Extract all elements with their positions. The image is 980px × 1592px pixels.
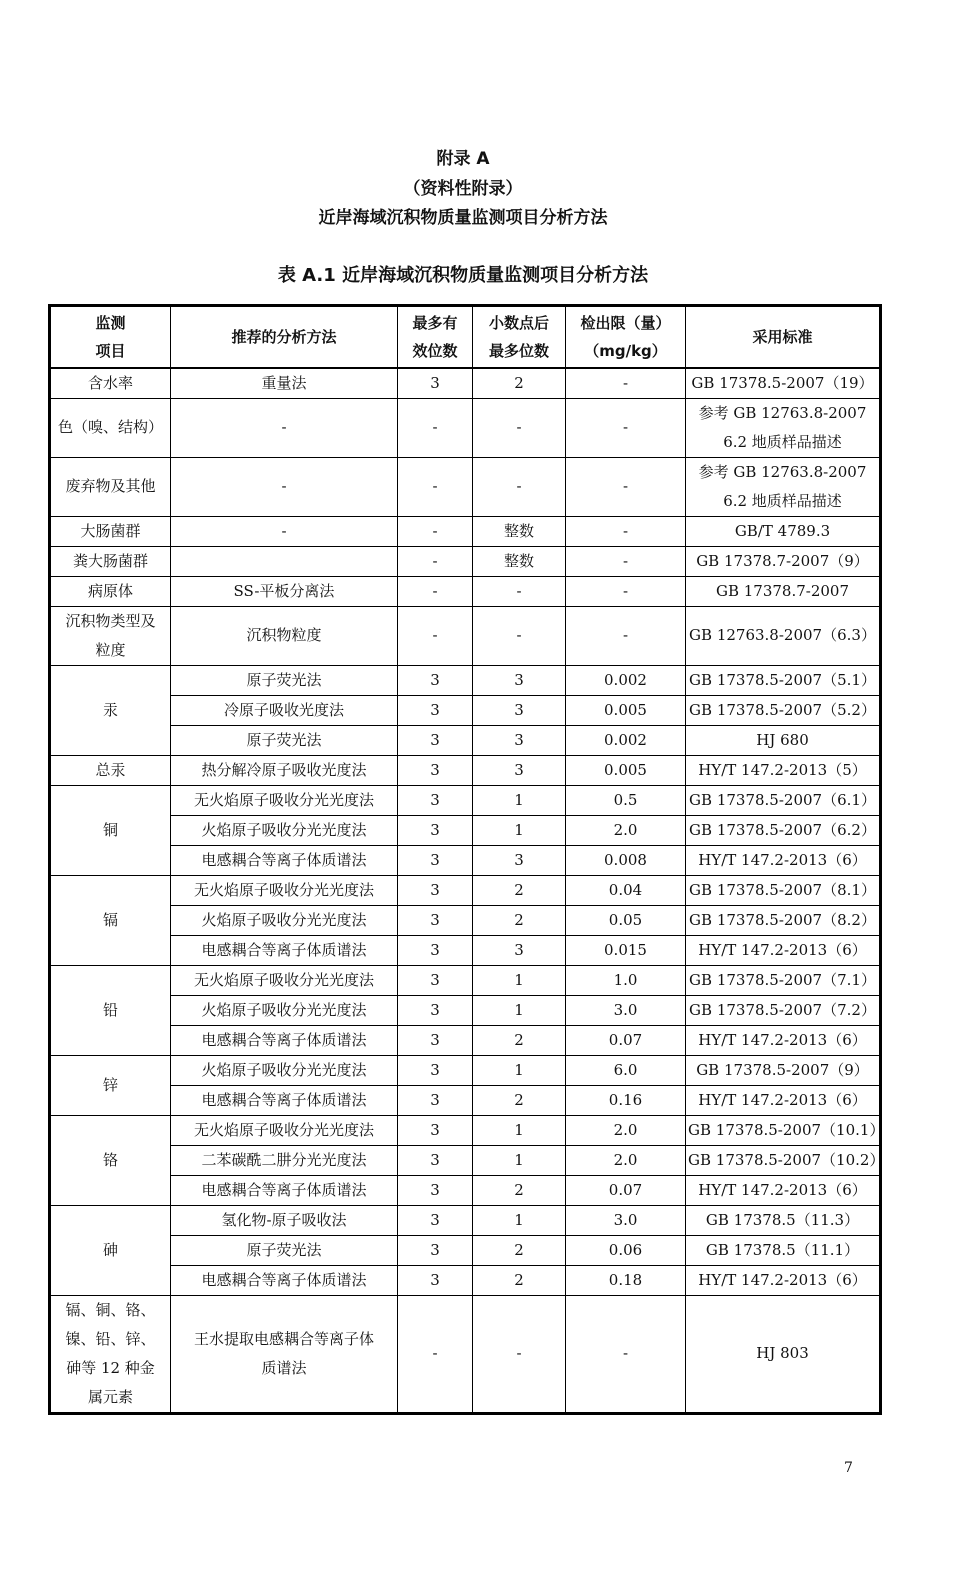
limit-cell: 0.07 [566, 1025, 686, 1055]
decimals-cell: 2 [473, 1025, 566, 1055]
sig-digits-cell: - [398, 576, 473, 606]
standard-cell: GB 17378.5-2007（8.1） [686, 875, 881, 905]
sig-digits-cell: 3 [398, 725, 473, 755]
decimals-cell: - [473, 606, 566, 665]
method-cell: 热分解冷原子吸收光度法 [171, 755, 398, 785]
decimals-cell: - [473, 576, 566, 606]
standard-cell: HY/T 147.2-2013（6） [686, 1175, 881, 1205]
table-row [50, 785, 881, 815]
header-method: 推荐的分析方法 [171, 306, 398, 368]
sig-digits-cell: 3 [398, 1115, 473, 1145]
method-cell: 王水提取电感耦合等离子体 质谱法 [171, 1295, 398, 1413]
sig-digits-cell: 3 [398, 785, 473, 815]
standard-cell: 参考 GB 12763.8-2007 6.2 地质样品描述 [686, 398, 881, 457]
table-row [50, 1025, 881, 1055]
table-body [50, 368, 885, 1414]
decimals-cell: 整数 [473, 546, 566, 576]
table-row [50, 1175, 881, 1205]
limit-cell: 0.015 [566, 935, 686, 965]
sig-digits-cell: - [398, 516, 473, 546]
item-cell: 大肠菌群 [50, 516, 171, 546]
standard-cell: 参考 GB 12763.8-2007 6.2 地质样品描述 [686, 457, 881, 516]
method-cell: 火焰原子吸收分光光度法 [171, 905, 398, 935]
analysis-methods-table [48, 304, 885, 1415]
standard-cell: GB 17378.5-2007（7.1） [686, 965, 881, 995]
limit-cell: 0.07 [566, 1175, 686, 1205]
decimals-cell: 1 [473, 785, 566, 815]
limit-cell: 0.06 [566, 1235, 686, 1265]
method-cell: 电感耦合等离子体质谱法 [171, 1175, 398, 1205]
item-cell: 病原体 [50, 576, 171, 606]
method-cell: 氢化物-原子吸收法 [171, 1205, 398, 1235]
table-caption: 表 A.1 近岸海域沉积物质量监测项目分析方法 [277, 265, 649, 286]
table-row [50, 1205, 881, 1235]
method-cell: 电感耦合等离子体质谱法 [171, 1025, 398, 1055]
limit-cell: 3.0 [566, 1205, 686, 1235]
sig-digits-cell: 3 [398, 1265, 473, 1295]
sig-digits-cell: - [398, 546, 473, 576]
decimals-cell: - [473, 398, 566, 457]
sig-digits-cell: 3 [398, 1145, 473, 1175]
appendix-subtitle: 近岸海域沉积物质量监测项目分析方法 [318, 208, 608, 228]
table-row [50, 368, 881, 399]
method-cell: 冷原子吸收光度法 [171, 695, 398, 725]
method-cell: - [171, 516, 398, 546]
method-cell: 无火焰原子吸收分光光度法 [171, 1115, 398, 1145]
decimals-cell: 2 [473, 905, 566, 935]
sig-digits-cell: - [398, 606, 473, 665]
sig-digits-cell: 3 [398, 935, 473, 965]
limit-cell: - [566, 576, 686, 606]
decimals-cell: 3 [473, 755, 566, 785]
table-row [50, 965, 881, 995]
decimals-cell: 3 [473, 695, 566, 725]
appendix-type: （资料性附录） [403, 179, 523, 199]
table-row [50, 815, 881, 845]
sig-digits-cell: 3 [398, 368, 473, 399]
limit-cell: - [566, 546, 686, 576]
limit-cell: - [566, 1295, 686, 1413]
sig-digits-cell: 3 [398, 665, 473, 695]
standard-cell: GB 17378.5-2007（6.2） [686, 815, 881, 845]
standard-cell: GB/T 4789.3 [686, 516, 881, 546]
item-cell: 镉、铜、铬、 镍、铅、锌、 砷等 12 种金 属元素 [50, 1295, 171, 1413]
decimals-cell: 2 [473, 368, 566, 399]
method-cell: 无火焰原子吸收分光光度法 [171, 785, 398, 815]
method-cell: 电感耦合等离子体质谱法 [171, 935, 398, 965]
sig-digits-cell: 3 [398, 755, 473, 785]
header-sig-digits: 最多有 效位数 [398, 306, 473, 368]
decimals-cell: 2 [473, 1235, 566, 1265]
standard-cell: GB 17378.7-2007 [686, 576, 881, 606]
sig-digits-cell: - [398, 1295, 473, 1413]
method-cell: 电感耦合等离子体质谱法 [171, 1265, 398, 1295]
limit-cell: 2.0 [566, 815, 686, 845]
sig-digits-cell: 3 [398, 815, 473, 845]
limit-cell: - [566, 606, 686, 665]
table-row [50, 725, 881, 755]
method-cell: 原子荧光法 [171, 725, 398, 755]
item-cell: 镉 [50, 875, 171, 965]
method-cell: 沉积物粒度 [171, 606, 398, 665]
standard-cell: GB 17378.5（11.1） [686, 1235, 881, 1265]
decimals-cell: - [473, 1295, 566, 1413]
table-row [50, 606, 881, 665]
item-cell: 色（嗅、结构） [50, 398, 171, 457]
limit-cell: - [566, 516, 686, 546]
item-cell: 锌 [50, 1055, 171, 1115]
method-cell: 二苯碳酰二肼分光光度法 [171, 1145, 398, 1175]
sig-digits-cell: 3 [398, 845, 473, 875]
standard-cell: HY/T 147.2-2013（5） [686, 755, 881, 785]
limit-cell: 2.0 [566, 1145, 686, 1175]
table-row [50, 457, 881, 516]
method-cell [171, 546, 398, 576]
table-row [50, 935, 881, 965]
decimals-cell: 3 [473, 845, 566, 875]
standard-cell: GB 17378.5-2007（9） [686, 1055, 881, 1085]
standard-cell: GB 17378.5-2007（6.1） [686, 785, 881, 815]
sig-digits-cell: 3 [398, 1025, 473, 1055]
header-standard: 采用标准 [686, 306, 881, 368]
limit-cell: 0.005 [566, 755, 686, 785]
sig-digits-cell: 3 [398, 1175, 473, 1205]
decimals-cell: 3 [473, 935, 566, 965]
table-row [50, 875, 881, 905]
table-row [50, 995, 881, 1025]
standard-cell: GB 17378.5-2007（10.2） [686, 1145, 881, 1175]
appendix-title: 附录 A [436, 149, 490, 169]
limit-cell: - [566, 368, 686, 399]
standard-cell: GB 17378.5-2007（8.2） [686, 905, 881, 935]
page-number: 7 [844, 1460, 853, 1476]
decimals-cell: 1 [473, 965, 566, 995]
method-cell: 电感耦合等离子体质谱法 [171, 845, 398, 875]
sig-digits-cell: 3 [398, 905, 473, 935]
method-cell: SS-平板分离法 [171, 576, 398, 606]
table-row [50, 665, 881, 695]
header-item: 监测 项目 [50, 306, 171, 368]
table-row [50, 1295, 881, 1413]
limit-cell: 0.05 [566, 905, 686, 935]
item-cell: 废弃物及其他 [50, 457, 171, 516]
decimals-cell: 整数 [473, 516, 566, 546]
standard-cell: HJ 680 [686, 725, 881, 755]
decimals-cell: - [473, 457, 566, 516]
header-limit: 检出限（量） （mg/kg） [566, 306, 686, 368]
item-cell: 总汞 [50, 755, 171, 785]
decimals-cell: 1 [473, 1145, 566, 1175]
limit-cell: 0.008 [566, 845, 686, 875]
decimals-cell: 2 [473, 875, 566, 905]
decimals-cell: 1 [473, 815, 566, 845]
table-row [50, 695, 881, 725]
standard-cell: HY/T 147.2-2013（6） [686, 845, 881, 875]
table-row [50, 755, 881, 785]
decimals-cell: 1 [473, 1055, 566, 1085]
table-row [50, 1115, 881, 1145]
standard-cell: GB 17378.7-2007（9） [686, 546, 881, 576]
sig-digits-cell: 3 [398, 695, 473, 725]
standard-cell: HY/T 147.2-2013（6） [686, 1085, 881, 1115]
table-row [50, 1085, 881, 1115]
method-cell: 原子荧光法 [171, 665, 398, 695]
limit-cell: - [566, 398, 686, 457]
item-cell: 沉积物类型及 粒度 [50, 606, 171, 665]
limit-cell: 0.002 [566, 725, 686, 755]
limit-cell: 0.16 [566, 1085, 686, 1115]
sig-digits-cell: 3 [398, 1085, 473, 1115]
table-row [50, 1265, 881, 1295]
item-cell: 铬 [50, 1115, 171, 1205]
table-row [50, 546, 881, 576]
decimals-cell: 2 [473, 1265, 566, 1295]
header-decimals: 小数点后 最多位数 [473, 306, 566, 368]
sig-digits-cell: 3 [398, 1235, 473, 1265]
method-cell: 火焰原子吸收分光光度法 [171, 995, 398, 1025]
standard-cell: HY/T 147.2-2013（6） [686, 935, 881, 965]
decimals-cell: 2 [473, 1175, 566, 1205]
standard-cell: HY/T 147.2-2013（6） [686, 1025, 881, 1055]
decimals-cell: 1 [473, 1115, 566, 1145]
method-cell: 无火焰原子吸收分光光度法 [171, 875, 398, 905]
standard-cell: HY/T 147.2-2013（6） [686, 1265, 881, 1295]
limit-cell: 2.0 [566, 1115, 686, 1145]
standard-cell: GB 17378.5-2007（19） [686, 368, 881, 399]
decimals-cell: 2 [473, 1085, 566, 1115]
limit-cell: - [566, 457, 686, 516]
decimals-cell: 3 [473, 665, 566, 695]
limit-cell: 6.0 [566, 1055, 686, 1085]
standard-cell: GB 17378.5-2007（5.1） [686, 665, 881, 695]
standard-cell: GB 17378.5-2007（7.2） [686, 995, 881, 1025]
standard-cell: GB 17378.5-2007（10.1） [686, 1115, 881, 1145]
method-cell: 重量法 [171, 368, 398, 399]
sig-digits-cell: 3 [398, 1055, 473, 1085]
decimals-cell: 1 [473, 995, 566, 1025]
item-cell: 汞 [50, 665, 171, 755]
limit-cell: 0.04 [566, 875, 686, 905]
sig-digits-cell: 3 [398, 1205, 473, 1235]
method-cell: 火焰原子吸收分光光度法 [171, 815, 398, 845]
method-cell: - [171, 457, 398, 516]
limit-cell: 0.002 [566, 665, 686, 695]
method-cell: 原子荧光法 [171, 1235, 398, 1265]
table-row [50, 1145, 881, 1175]
standard-cell: GB 12763.8-2007（6.3） [686, 606, 881, 665]
table-row [50, 576, 881, 606]
item-cell: 铜 [50, 785, 171, 875]
limit-cell: 1.0 [566, 965, 686, 995]
standard-cell: HJ 803 [686, 1295, 881, 1413]
item-cell: 含水率 [50, 368, 171, 399]
item-cell: 砷 [50, 1205, 171, 1295]
item-cell: 粪大肠菌群 [50, 546, 171, 576]
limit-cell: 3.0 [566, 995, 686, 1025]
sig-digits-cell: 3 [398, 965, 473, 995]
table-row [50, 1055, 881, 1085]
standard-cell: GB 17378.5-2007（5.2） [686, 695, 881, 725]
sig-digits-cell: 3 [398, 995, 473, 1025]
method-cell: - [171, 398, 398, 457]
table-row [50, 905, 881, 935]
table-row [50, 516, 881, 546]
limit-cell: 0.005 [566, 695, 686, 725]
item-cell: 铅 [50, 965, 171, 1055]
sig-digits-cell: - [398, 457, 473, 516]
limit-cell: 0.5 [566, 785, 686, 815]
decimals-cell: 3 [473, 725, 566, 755]
method-cell: 火焰原子吸收分光光度法 [171, 1055, 398, 1085]
table-row [50, 398, 881, 457]
method-cell: 电感耦合等离子体质谱法 [171, 1085, 398, 1115]
limit-cell: 0.18 [566, 1265, 686, 1295]
sig-digits-cell: 3 [398, 875, 473, 905]
table-row [50, 1235, 881, 1265]
method-cell: 无火焰原子吸收分光光度法 [171, 965, 398, 995]
sig-digits-cell: - [398, 398, 473, 457]
standard-cell: GB 17378.5（11.3） [686, 1205, 881, 1235]
decimals-cell: 1 [473, 1205, 566, 1235]
table-row [50, 845, 881, 875]
